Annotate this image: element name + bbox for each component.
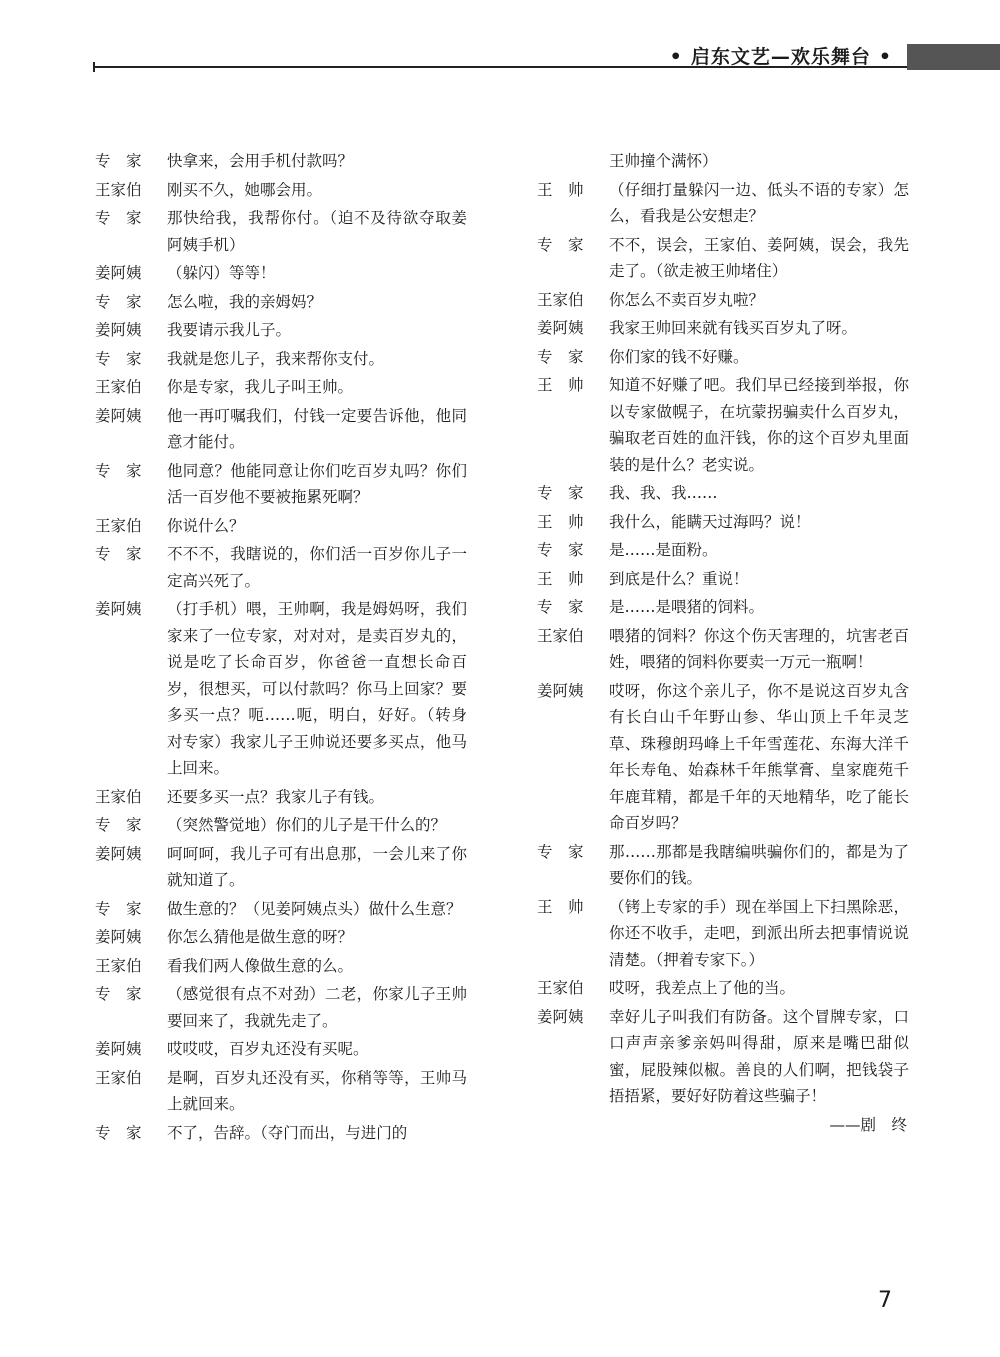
speaker-name: 专 家 xyxy=(537,347,584,366)
header-accent-bar xyxy=(907,44,1000,70)
speaker-name: 姜阿姨 xyxy=(95,264,142,282)
speaker-name: 王家伯 xyxy=(95,180,142,199)
speaker-name: 姜阿姨 xyxy=(537,319,584,337)
dialogue-line xyxy=(95,924,467,951)
speaker-name: 专 家 xyxy=(95,816,142,834)
dialogue-text: 快拿来，会用手机付款吗？ xyxy=(167,152,354,170)
speaker-name: 专 家 xyxy=(95,899,142,918)
dialogue-line xyxy=(95,981,467,1034)
dialogue-line xyxy=(95,1065,467,1118)
speaker-name: 王家伯 xyxy=(537,979,584,997)
dialogue-line xyxy=(537,177,909,230)
speaker-name: 姜阿姨 xyxy=(95,600,142,618)
dialogue-line xyxy=(537,1004,909,1110)
speaker-name: 专 家 xyxy=(537,541,584,559)
header-title xyxy=(662,42,900,72)
speaker-name: 姜阿姨 xyxy=(537,1007,584,1026)
dialogue-line xyxy=(537,594,909,621)
dialogue-text: 我就是您儿子，我来帮你支付。 xyxy=(167,349,385,368)
page-number: 7 xyxy=(878,1288,892,1313)
speaker-name: 姜阿姨 xyxy=(537,681,584,700)
dialogue-text: 你说什么？ xyxy=(167,516,245,535)
speaker-name: 专 家 xyxy=(537,235,584,254)
dialogue-text: 你怎么猜他是做生意的呀？ xyxy=(167,928,354,946)
dialogue-text: 你怎么不卖百岁丸啦？ xyxy=(609,290,765,309)
dialogue-line xyxy=(95,458,467,511)
dialogue-line xyxy=(95,289,467,316)
dialogue-text: 不了，告辞。（夺门而出，与进门的 xyxy=(167,1123,408,1142)
dialogue-text: 那快给我，我帮你付。（迫不及待欲夺取姜阿姨手机） xyxy=(167,209,467,254)
dialogue-line xyxy=(537,623,909,676)
dialogue-line xyxy=(95,1120,467,1147)
dialogue-line xyxy=(537,344,909,371)
dialogue-line xyxy=(537,480,909,507)
speaker-name: 专 家 xyxy=(95,545,142,563)
dialogue-text: 不不，误会，王家伯、姜阿姨，误会，我先走了。（欲走被王帅堵住） xyxy=(609,235,909,280)
dialogue-line xyxy=(95,260,467,287)
dialogue-text: （仔细打量躲闪一边、低头不语的专家）怎么，看我是公安想走？ xyxy=(609,180,909,225)
dialogue-line xyxy=(95,177,467,204)
dialogue-line xyxy=(537,566,909,593)
dialogue-line xyxy=(95,841,467,894)
dialogue-line xyxy=(95,596,467,782)
dialogue-line xyxy=(95,403,467,456)
dialogue-text: 是……是喂猪的饲料。 xyxy=(609,598,765,616)
speaker-name: 专 家 xyxy=(537,484,584,502)
dialogue-text: 怎么啦，我的亲姆妈？ xyxy=(167,292,323,311)
dialogue-text: （躲闪）等等！ xyxy=(167,264,276,282)
dialogue-line xyxy=(537,148,909,175)
speaker-name: 姜阿姨 xyxy=(95,1040,142,1058)
speaker-name: 专 家 xyxy=(95,461,142,480)
dialogue-text: （铐上专家的手）现在举国上下扫黑除恶，你还不收手，走吧，到派出所去把事情说说清楚。（押着专家下。） xyxy=(609,897,909,969)
dialogue-text: 幸好儿子叫我们有防备。这个冒牌专家，口口声声亲爹亲妈叫得甜，原来是嘴巴甜似蜜，屁股辣似椒。善良的人们啊，把钱袋子捂捂紧，要好好防着这些骗子！ xyxy=(609,1007,909,1105)
dialogue-text: 做生意的？（见姜阿姨点头）做什么生意？ xyxy=(167,899,462,918)
dialogue-line xyxy=(537,839,909,892)
speaker-name: 专 家 xyxy=(95,349,142,368)
dialogue-line xyxy=(95,513,467,540)
left-column xyxy=(95,148,467,1148)
dialogue-text: 到底是什么？重说！ xyxy=(609,569,749,588)
dialogue-text: （打手机）喂，王帅啊，我是姆妈呀，我们家来了一位专家，对对对，是卖百岁丸的，说是吃了长命百岁，你爸爸一直想长命百岁，很想买，可以付款吗？你马上回家？要多买一点？呃……呃，明白，好好。（转身对专家）我家儿子王帅说还要多买点，他马上回来。 xyxy=(167,600,467,777)
speaker-name: 专 家 xyxy=(95,292,142,311)
dialogue-text: 我家王帅回来就有钱买百岁丸了呀。 xyxy=(609,319,858,337)
right-column xyxy=(537,148,909,1138)
dialogue-text: 哎呀，你这个亲儿子，你不是说这百岁丸含有长白山千年野山参、华山顶上千年灵芝草、珠穆朗玛峰上千年雪莲花、东海大洋千年长寿龟、始森林千年熊掌膏、皇家鹿苑千年鹿茸精，都是千年的天地精华，吃了能长命百岁吗？ xyxy=(609,681,909,832)
dialogue-line xyxy=(537,287,909,314)
dialogue-line xyxy=(537,678,909,837)
dialogue-line xyxy=(95,812,467,839)
speaker-name: 姜阿姨 xyxy=(95,928,142,946)
dialogue-text: （感觉很有点不对劲）二老，你家儿子王帅要回来了，我就先走了。 xyxy=(167,985,467,1030)
dialogue-text: 他一再叮嘱我们，付钱一定要告诉他，他同意才能付。 xyxy=(167,406,467,451)
header-bullet-right: • xyxy=(878,46,892,68)
dialogue-text: 哎呀，我差点上了他的当。 xyxy=(609,979,796,997)
speaker-name: 专 家 xyxy=(95,209,142,227)
speaker-name: 王 帅 xyxy=(537,512,584,531)
dialogue-text: 知道不好赚了吧。我们早已经接到举报，你以专家做幌子，在坑蒙拐骗卖什么百岁丸，骗取老百姓的血汗钱，你的这个百岁丸里面装的是什么？老实说。 xyxy=(609,376,909,474)
dialogue-text: 看我们两人像做生意的么。 xyxy=(167,956,354,975)
speaker-name: 专 家 xyxy=(95,985,142,1003)
dialogue-line xyxy=(537,232,909,285)
dialogue-text: 不不不，我瞎说的，你们活一百岁你儿子一定高兴死了。 xyxy=(167,545,467,590)
speaker-name: 王 帅 xyxy=(537,376,584,394)
dialogue-line xyxy=(537,894,909,974)
speaker-name: 王家伯 xyxy=(95,956,142,975)
speaker-name: 专 家 xyxy=(95,1123,142,1142)
dialogue-line xyxy=(537,975,909,1002)
dialogue-line xyxy=(95,896,467,923)
dialogue-line xyxy=(95,148,467,175)
dialogue-line xyxy=(95,1036,467,1063)
page-header xyxy=(0,0,1000,80)
dialogue-line xyxy=(95,953,467,980)
speaker-name: 王家伯 xyxy=(95,378,142,396)
dialogue-text: 你是专家，我儿子叫王帅。 xyxy=(167,378,354,396)
dialogue-text: 我要请示我儿子。 xyxy=(167,321,292,339)
dialogue-line xyxy=(537,509,909,536)
dialogue-line xyxy=(95,374,467,401)
header-bullet-left: • xyxy=(669,46,683,68)
dialogue-line xyxy=(95,346,467,373)
dialogue-text: 我什么，能瞒天过海吗？说！ xyxy=(609,512,811,531)
speaker-name: 王家伯 xyxy=(95,1068,142,1087)
speaker-name: 专 家 xyxy=(95,152,142,170)
dialogue-text: （突然警觉地）你们的儿子是干什么的？ xyxy=(167,816,447,834)
dialogue-text: 呵呵呵，我儿子可有出息那，一会儿来了你就知道了。 xyxy=(167,844,467,889)
dialogue-text: 哎哎哎，百岁丸还没有买呢。 xyxy=(167,1040,369,1058)
dialogue-line xyxy=(95,784,467,811)
speaker-name: 姜阿姨 xyxy=(95,406,142,425)
dialogue-text: 你们家的钱不好赚。 xyxy=(609,347,749,366)
speaker-name: 王家伯 xyxy=(537,626,584,645)
dialogue-text: 是……是面粉。 xyxy=(609,541,718,559)
speaker-name: 王家伯 xyxy=(95,516,142,535)
dialogue-text: 刚买不久，她哪会用。 xyxy=(167,180,323,199)
dialogue-text: 还要多买一点？我家儿子有钱。 xyxy=(167,787,385,806)
play-ending: ——剧 终 xyxy=(829,1115,907,1134)
dialogue-line xyxy=(95,205,467,258)
speaker-name: 专 家 xyxy=(537,842,584,861)
dialogue-line xyxy=(537,372,909,478)
dialogue-text: 我、我、我…… xyxy=(609,484,718,502)
dialogue-text: 是啊，百岁丸还没有买，你稍等等，王帅马上就回来。 xyxy=(167,1068,467,1113)
speaker-name: 姜阿姨 xyxy=(95,321,142,339)
speaker-name: 专 家 xyxy=(537,598,584,616)
speaker-name: 姜阿姨 xyxy=(95,844,142,863)
dialogue-line xyxy=(95,541,467,594)
dialogue-line xyxy=(537,537,909,564)
dialogue-text: 那……那都是我瞎编哄骗你们的，都是为了要你们的钱。 xyxy=(609,842,909,887)
header-title-text: 启东文艺—欢乐舞台 xyxy=(690,46,871,68)
dialogue-line xyxy=(537,315,909,342)
dialogue-text: 他同意？他能同意让你们吃百岁丸吗？你们活一百岁他不要被拖累死啊？ xyxy=(167,461,467,506)
speaker-name: 王家伯 xyxy=(95,787,142,806)
speaker-name: 王 帅 xyxy=(537,569,584,588)
speaker-name: 王 帅 xyxy=(537,180,584,199)
dialogue-text: 喂猪的饲料？你这个伤天害理的，坑害老百姓，喂猪的饲料你要卖一万元一瓶啊！ xyxy=(609,626,909,671)
dialogue-line xyxy=(95,317,467,344)
speaker-name: 王 帅 xyxy=(537,897,584,916)
right-column-lines xyxy=(537,148,909,1110)
dialogue-text: 王帅撞个满怀） xyxy=(609,152,718,170)
speaker-name: 王家伯 xyxy=(537,290,584,309)
